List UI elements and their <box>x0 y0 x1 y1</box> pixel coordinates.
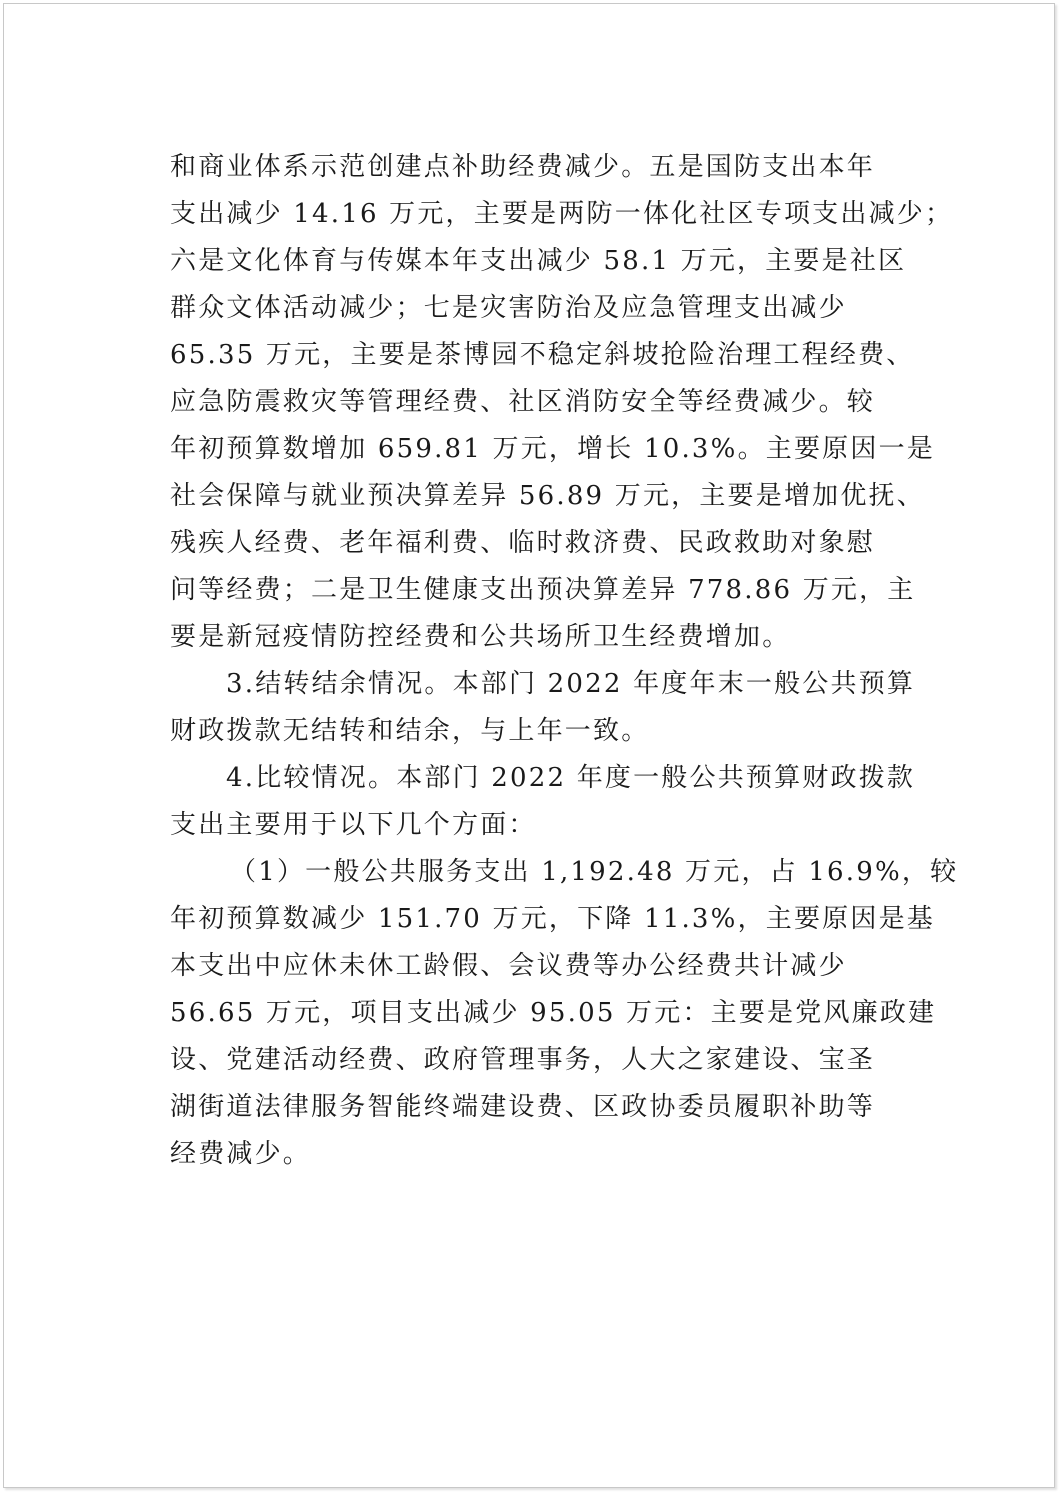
list-item-heading: （1）一般公共服务支出 1,192.48 万元，占 16.9%，较 <box>230 857 959 887</box>
text-line: 六是文化体育与传媒本年支出减少 58.1 万元，主要是社区 <box>170 246 907 276</box>
text-line: 56.65 万元，项目支出减少 95.05 万元：主要是党风廉政建 <box>170 998 937 1028</box>
section-heading-carryover: 3.结转结余情况。本部门 2022 年度年末一般公共预算 <box>226 669 916 699</box>
text-line: 设、党建活动经费、政府管理事务，人大之家建设、宝圣 <box>170 1045 876 1075</box>
text-line: 残疾人经费、老年福利费、临时救济费、民政救助对象慰 <box>170 528 876 558</box>
text-line: 本支出中应休未休工龄假、会议费等办公经费共计减少 <box>170 951 847 981</box>
text-line: 社会保障与就业预决算差异 56.89 万元，主要是增加优抚、 <box>170 481 925 511</box>
text-line: 年初预算数增加 659.81 万元，增长 10.3%。主要原因一是 <box>170 434 935 464</box>
text-line: 65.35 万元，主要是茶博园不稳定斜坡抢险治理工程经费、 <box>170 340 915 370</box>
document-body <box>170 144 959 1178</box>
section-heading-comparison: 4.比较情况。本部门 2022 年度一般公共预算财政拨款 <box>226 763 916 793</box>
document-page <box>3 3 1055 1488</box>
text-line: 湖街道法律服务智能终端建设费、区政协委员履职补助等 <box>170 1092 876 1122</box>
text-line: 问等经费；二是卫生健康支出预决算差异 778.86 万元，主 <box>170 575 916 605</box>
text-line: 支出减少 14.16 万元，主要是两防一体化社区专项支出减少； <box>170 199 954 229</box>
text-line: 群众文体活动减少；七是灾害防治及应急管理支出减少 <box>170 293 847 323</box>
text-line: 经费减少。 <box>170 1139 312 1169</box>
text-line: 支出主要用于以下几个方面： <box>170 810 537 840</box>
text-line: 应急防震救灾等管理经费、社区消防安全等经费减少。较 <box>170 387 876 417</box>
text-line: 财政拨款无结转和结余，与上年一致。 <box>170 716 650 746</box>
text-line: 和商业体系示范创建点补助经费减少。五是国防支出本年 <box>170 152 876 182</box>
text-line: 年初预算数减少 151.70 万元，下降 11.3%，主要原因是基 <box>170 904 935 934</box>
text-line: 要是新冠疫情防控经费和公共场所卫生经费增加。 <box>170 622 791 652</box>
